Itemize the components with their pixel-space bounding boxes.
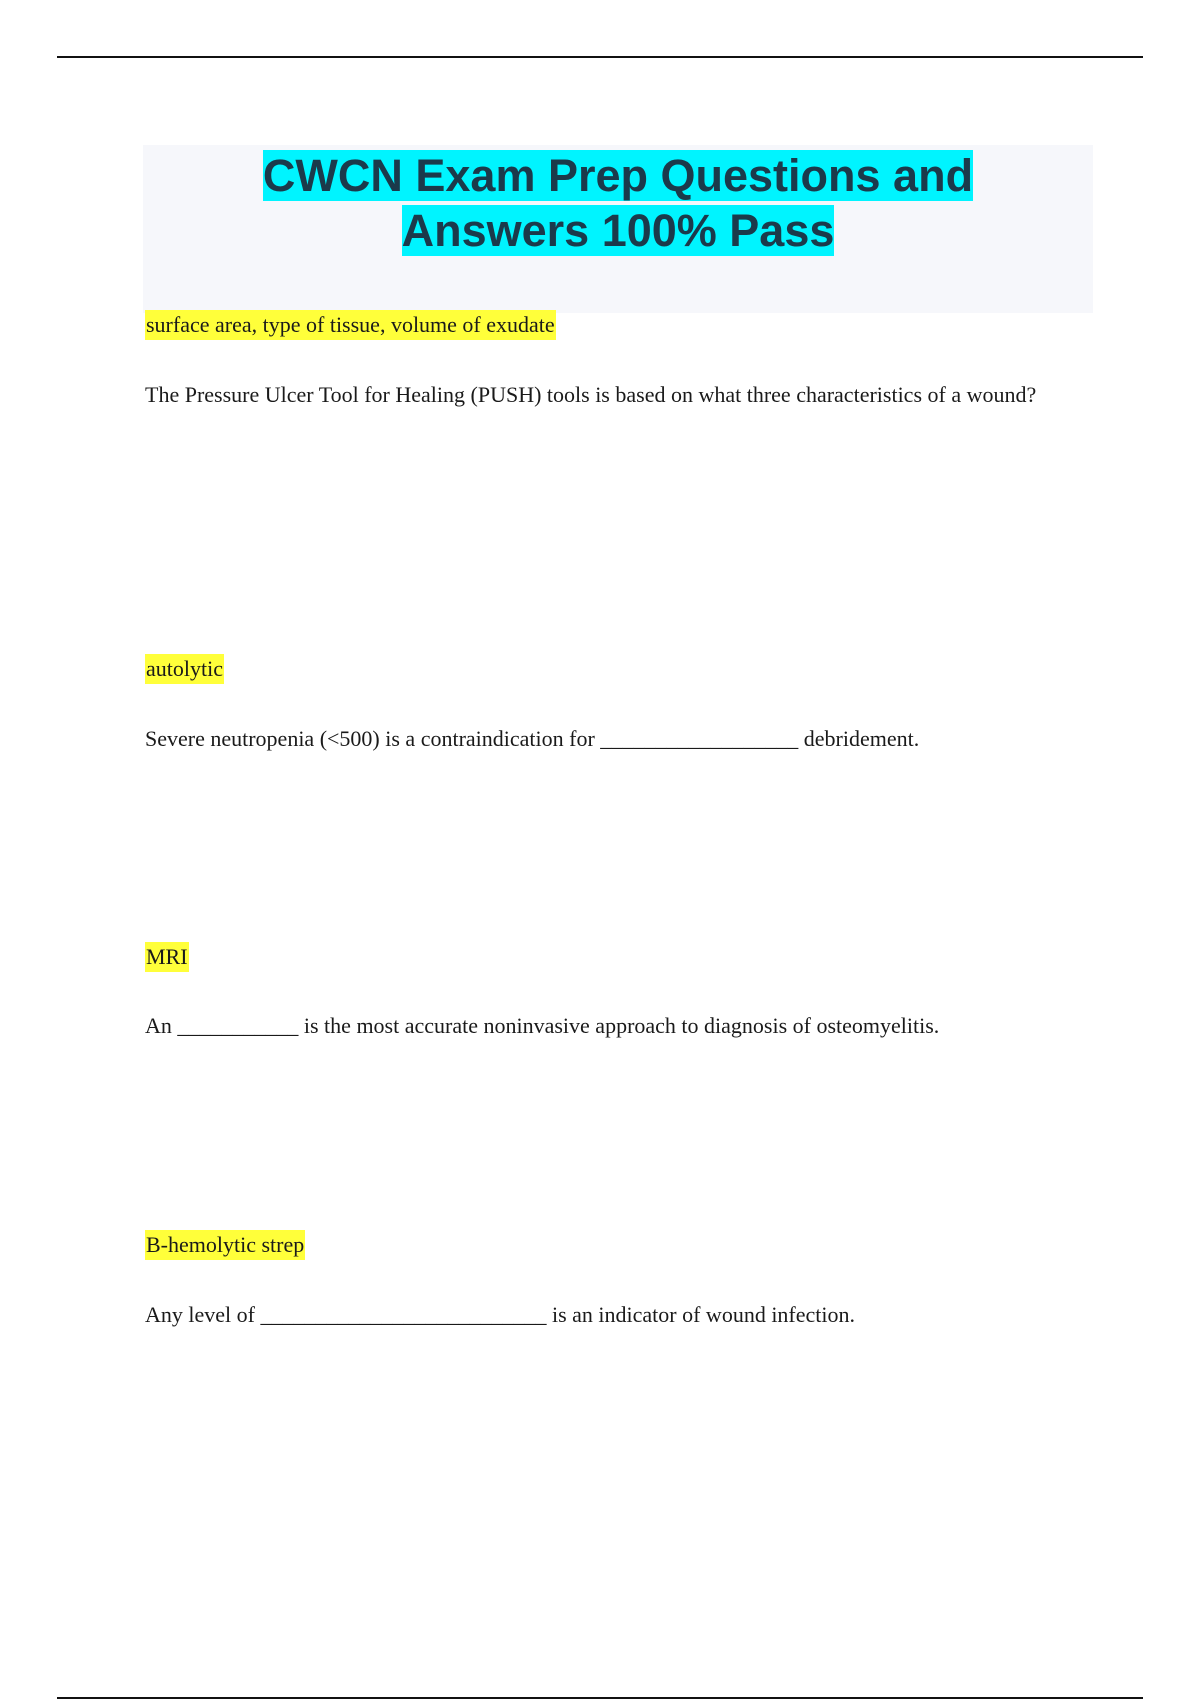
question-text: The Pressure Ulcer Tool for Healing (PUSH) tools is based on what three characteristics of a wound?: [145, 382, 1037, 407]
question-text: Any level of __________________________ is an indicator of wound infection.: [145, 1302, 856, 1327]
answer-text: autolytic: [145, 654, 224, 684]
footer-rule: [57, 1697, 1143, 1699]
answer-text: MRI: [145, 942, 189, 972]
qa-item: [145, 1230, 1065, 1342]
title-block: [143, 145, 1093, 313]
header-rule: [57, 56, 1143, 58]
answer-text: surface area, type of tissue, volume of exudate: [145, 310, 556, 340]
qa-item: [145, 310, 1065, 422]
question-text: An ___________ is the most accurate noninvasive approach to diagnosis of osteomyelitis.: [145, 1013, 940, 1038]
answer-text: B-hemolytic strep: [145, 1230, 305, 1260]
question-text: Severe neutropenia (<500) is a contraindication for __________________ debridement.: [145, 726, 920, 751]
document-title: [143, 145, 1093, 258]
title-line-2: Answers 100% Pass: [401, 205, 835, 256]
qa-item: [145, 654, 1065, 766]
title-line-1: CWCN Exam Prep Questions and: [262, 150, 974, 201]
qa-item: [145, 942, 1065, 1053]
